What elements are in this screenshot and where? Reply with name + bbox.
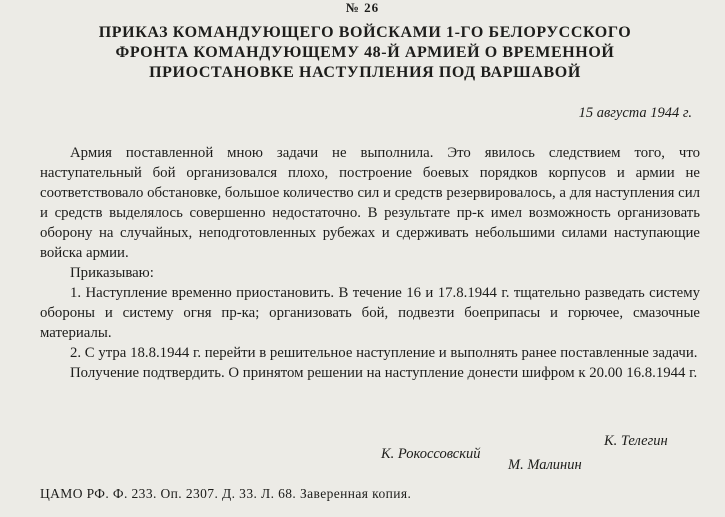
document-title: ПРИКАЗ КОМАНДУЮЩЕГО ВОЙСКАМИ 1-ГО БЕЛОРУССКОГО ФРОНТА КОМАНДУЮЩЕМУ 48-Й АРМИЕЙ О ВРЕМЕННОЙ ПРИОСТАНОВКЕ НАСТУПЛЕНИЯ ПОД ВАРШАВОЙ (98, 24, 632, 81)
paragraph-order-item-2: 2. С утра 18.8.1944 г. перейти в решительное наступление и выполнять ранее поставленные задачи. (70, 345, 698, 361)
archive-reference: ЦАМО РФ. Ф. 233. Оп. 2307. Д. 33. Л. 68. Заверенная копия. (40, 486, 412, 501)
signature-malinin: М. Малинин (508, 457, 582, 473)
paragraph-order-item-1: 1. Наступление временно приостановить. В течение 16 и 17.8.1944 г. тщательно разведать систему обороны и систему огня пр-ка; организовать бой, подвезти боеприпасы и горючее, смазочные материалы. (40, 285, 700, 341)
document-date: 15 августа 1944 г. (578, 105, 692, 121)
paragraph-order-intro: Приказываю: (70, 265, 154, 281)
signature-telegin: К. Телегин (604, 433, 668, 449)
document-number: № 26 (345, 0, 380, 15)
paragraph-situation: Армия поставленной мною задачи не выполнила. Это явилось следствием того, что наступательный бой организовался плохо, построение боевых порядков корпусов и армии не соответствовало обстановке, большое количество сил и средств резервировалось, а для наступления сил и средств выделялось совершенно недостаточно. В результате пр-к имел возможность организовать оборону на случайных, неподготовленных рубежах и сдерживать небольшими силами наступающие войска армии. (40, 145, 700, 261)
signature-rokossovsky: К. Рокоссовский (381, 446, 481, 462)
paragraph-confirmation: Получение подтвердить. О принятом решении на наступление донести шифром к 20.00 16.8.1944 г. (70, 365, 698, 381)
document-body (40, 143, 700, 383)
